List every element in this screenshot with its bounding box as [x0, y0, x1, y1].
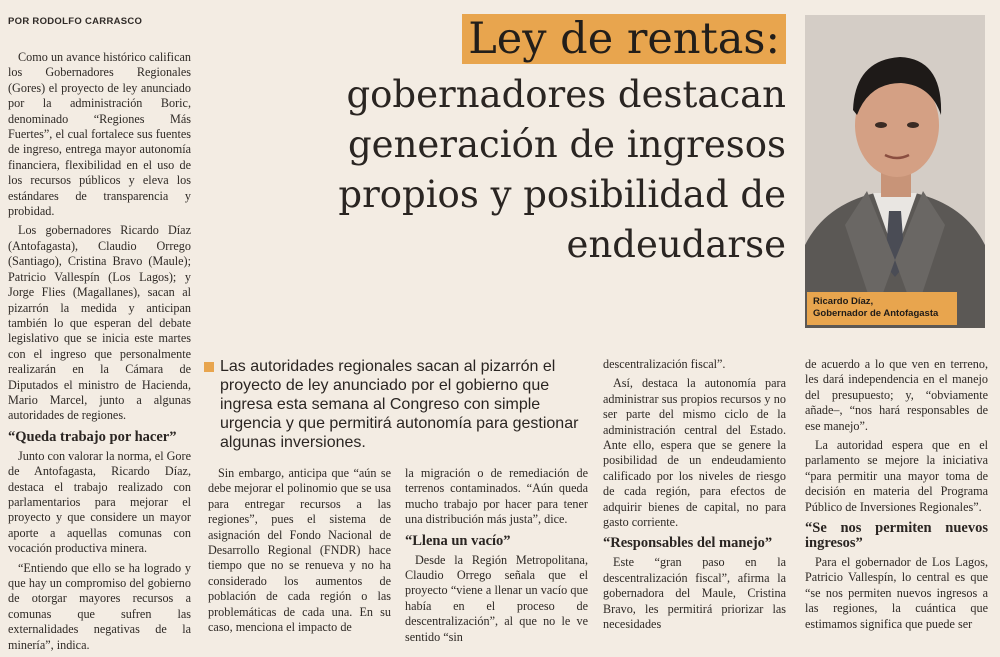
article-column-3: [405, 466, 588, 649]
section-heading: “Llena un vacío”: [405, 532, 511, 549]
paragraph: Junto con valorar la norma, el Gore de Antofagasta, Ricardo Díaz, destaca el trabajo realizado con parlamentarios para mejorar el proyecto y que considere un mayor aporte a aquellas comunas con vocación productiva minera.: [8, 448, 191, 556]
portrait-photo: [805, 15, 985, 328]
section-heading: “Responsables del manejo”: [603, 535, 773, 552]
paragraph: “Entiendo que ello se ha logrado y que hay un compromiso del gobierno de otorgar mayores recursos a comunas que sufren las externalidades negativas de la minería”, indica.: [8, 560, 191, 652]
paragraph: Sin embargo, anticipa que “aún se debe mejorar el polinomio que se usa para entregar recursos a las regiones”, pues el sistema de asignación del Fondo Nacional de Desarrollo Regional (FNDR) hace tiempo que no se renueva y no ha considerado los aumentos de población de cada región o las problemáticas de cada una. En su caso, menciona el impacto de: [208, 466, 391, 635]
headline-line: endeudarse: [566, 223, 786, 266]
lead-text: Las autoridades regionales sacan al pizarrón el proyecto de ley anunciado por el gobierno que ingresa esta semana al Congreso con simple urgencia y que permitirá autonomía para gestionar algunas inversiones.: [220, 358, 579, 451]
article-column-4: [603, 357, 786, 637]
paragraph: Los gobernadores Ricardo Díaz (Antofagasta), Claudio Orrego (Santiago), Cristina Bravo (Maule); Patricio Vallespín (Los Lagos); y Jorge Flies (Magallanes), sacan al pizarrón la medida y anticipan también lo que esperan del debate legislativo que se inicia este martes con el ingreso que personalmente realizarán en la Cámara de Diputados el ministro de Hacienda, Mario Marcel, junto a algunas autoridades de regiones.: [8, 223, 191, 423]
section-heading: “Se nos permiten nuevos ingresos”: [805, 520, 988, 552]
photo-caption: [807, 292, 957, 325]
article-column-1: [8, 50, 191, 657]
paragraph: Este “gran paso en la descentralización fiscal”, afirma la gobernadora del Maule, Cristina Bravo, les permitirá priorizar las necesidades: [603, 555, 786, 632]
article-column-2: [208, 466, 391, 639]
headline: [226, 14, 786, 270]
headline-line: propios y posibilidad de: [338, 173, 786, 216]
headline-highlight: Ley de rentas:: [462, 14, 786, 64]
paragraph: Desde la Región Metropolitana, Claudio Orrego señala que el proyecto “viene a llenar un vacío que había en el proceso de descentralización”, al que no le ve sentido “sin: [405, 552, 588, 644]
paragraph: Así, destaca la autonomía para administrar sus propios recursos y no ser parte del mismo ciclo de la administración central del Estado. Ante ello, espera que se genere la posibilidad de un endeudamiento calificado por los niveles de riesgo de cada región, para efectos de adquirir bienes de capital, no para gasto corriente.: [603, 376, 786, 530]
article-column-5: [805, 357, 988, 636]
paragraph: La autoridad espera que en el parlamento se mejore la iniciativa “para permitir una mayor toma de decisión en materia del Programa Público de Inversiones Regionales”.: [805, 438, 988, 514]
paragraph: descentralización fiscal”.: [603, 357, 726, 371]
paragraph: la migración o de remediación de terrenos contaminados. “Aún queda mucho trabajo por hacer para tener una distribución más justa”, dice.: [405, 466, 588, 527]
paragraph: Para el gobernador de Los Lagos, Patricio Vallespín, lo central es que “se nos permiten nuevos ingresos a las regiones, la cuántica que estimamos significa que puede ser: [805, 555, 988, 631]
headline-line: generación de ingresos: [347, 123, 786, 166]
section-heading: “Queda trabajo por hacer”: [8, 428, 177, 445]
lead-paragraph: [208, 357, 588, 452]
lead-marker-icon: [204, 362, 214, 372]
byline: POR RODOLFO CARRASCO: [8, 16, 143, 27]
caption-name: Ricardo Díaz,: [813, 296, 874, 307]
caption-role: Gobernador de Antofagasta: [813, 308, 939, 319]
headline-subtitle: [226, 70, 786, 270]
paragraph: de acuerdo a lo que ven en terreno, les dará independencia en el manejo del presupuesto; y, “obviamente añade–, “nos hará responsables de ese manejo”.: [805, 357, 988, 433]
portrait-illustration: [805, 15, 985, 328]
headline-line: gobernadores destacan: [346, 73, 786, 116]
paragraph: Como un avance histórico califican los Gobernadores Regionales (Gores) el proyecto de ley anunciado por la administración Boric, denominado “Regiones Más Fuertes”, el cual fortalece sus fuentes de ingreso, entrega mayor autonomía financiera, flexibilidad en el uso de los recursos públicos y eleva los estándares de transparencia y probidad.: [8, 50, 191, 219]
